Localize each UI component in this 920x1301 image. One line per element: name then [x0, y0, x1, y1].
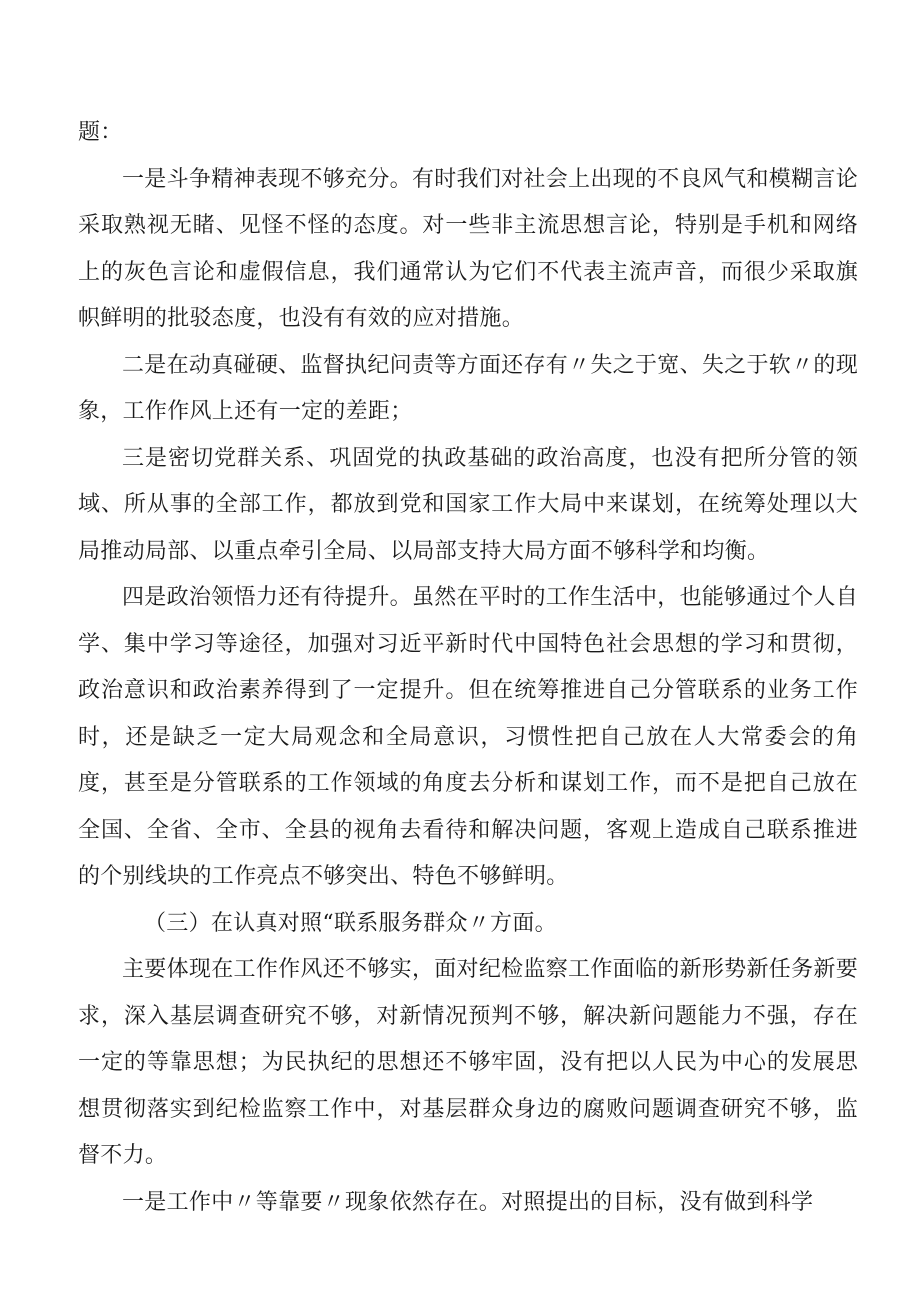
paragraph-continuation: 题： [78, 120, 123, 145]
document-body [78, 110, 858, 1226]
paragraph-point-two: 二是在动真碰硬、监督执纪问责等方面还存有〃失之于宽、失之于软〃的现象，工作作风上还有一定的差距； [78, 352, 858, 424]
paragraph-point-one: 一是斗争精神表现不够充分。有时我们对社会上出现的不良风气和模糊言论采取熟视无睹、见怪不怪的态度。对一些非主流思想言论，特别是手机和网络上的灰色言论和虚假信息，我们通常认为它们不代表主流声音，而很少采取旗帜鲜明的批驳态度，也没有有效的应对措施。 [78, 166, 858, 331]
paragraph-point-three: 三是密切党群关系、巩固党的执政基础的政治高度，也没有把所分管的领域、所从事的全部工作，都放到党和国家工作大局中来谋划，在统筹处理以大局推动局部、以重点牵引全局、以局部支持大局方面不够科学和均衡。 [78, 445, 858, 564]
section-heading-three: （三）在认真对照“联系服务群众〃方面。 [144, 910, 557, 936]
paragraph-point-four: 四是政治领悟力还有待提升。虽然在平时的工作生活中，也能够通过个人自学、集中学习等途径，加强对习近平新时代中国特色社会思想的学习和贯彻，政治意识和政治素养得到了一定提升。但在统筹推进自己分管联系的业务工作时，还是缺乏一定大局观念和全局意识，习惯性把自己放在人大常委会的角度，甚至是分管联系的工作领域的角度去分析和谋划工作，而不是把自己放在全国、全省、全市、全县的视角去看待和解决问题，客观上造成自己联系推进的个别线块的工作亮点不够突出、特色不够鲜明。 [78, 585, 858, 889]
paragraph-main-issue: 主要体现在工作作风还不够实，面对纪检监察工作面临的新形势新任务新要求，深入基层调查研究不够，对新情况预判不够，解决新问题能力不强，存在一定的等靠思想；为民执纪的思想还不够牢固，没有把以人民为中心的发展思想贯彻落实到纪检监察工作中，对基层群众身边的腐败问题调查研究不够，监督不力。 [78, 957, 858, 1168]
paragraph-issue-one: 一是工作中〃等靠要〃现象依然存在。对照提出的目标，没有做到科学 [122, 1189, 814, 1215]
